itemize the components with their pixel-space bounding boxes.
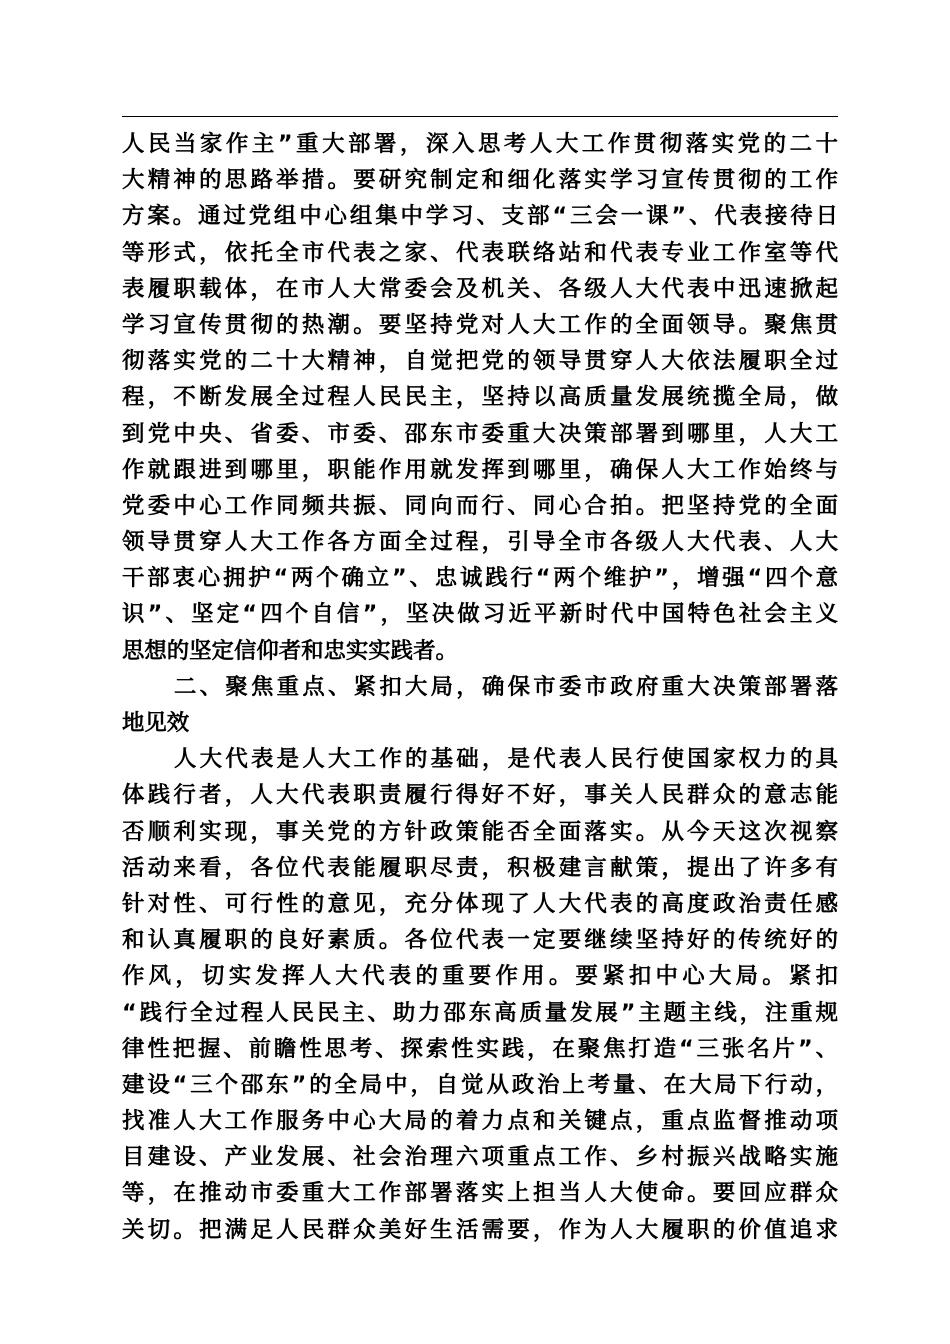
text-line: 作风，切实发挥人大代表的重要作用。要紧扣中心大局。紧扣 (122, 963, 838, 990)
section-heading-line: 二、聚焦重点、紧扣大局，确保市委市政府重大决策部署落 (174, 673, 838, 700)
text-line: 彻落实党的二十大精神，自觉把党的领导贯穿人大依法履职全过 (122, 348, 838, 375)
paragraph-end-line: 思想的坚定信仰者和忠实实践者。 (122, 637, 458, 664)
text-line: 等形式，依托全市代表之家、代表联络站和代表专业工作室等代 (122, 239, 838, 266)
text-line: 学习宣传贯彻的热潮。要坚持党对人大工作的全面领导。聚焦贯 (122, 311, 838, 338)
text-line: 干部衷心拥护“两个确立”、忠诚践行“两个维护”，增强“四个意 (122, 565, 838, 592)
text-line: 方案。通过党组中心组集中学习、支部“三会一课”、代表接待日 (122, 203, 838, 230)
text-line: “践行全过程人民民主、助力邵东高质量发展”主题主线，注重规 (122, 999, 838, 1026)
text-line: 领导贯穿人大工作各方面全过程，引导全市各级人大代表、人大 (122, 529, 838, 556)
text-line: 目建设、产业发展、社会治理六项重点工作、乡村振兴战略实施 (122, 1144, 838, 1171)
text-line: 关切。把满足人民群众美好生活需要，作为人大履职的价值追求 (122, 1216, 838, 1243)
text-line: 到党中央、省委、市委、邵东市委重大决策部署到哪里，人大工 (122, 420, 838, 447)
text-line: 和认真履职的良好素质。各位代表一定要继续坚持好的传统好的 (122, 927, 838, 954)
text-line: 活动来看，各位代表能履职尽责，积极建言献策，提出了许多有 (122, 854, 838, 881)
text-line: 作就跟进到哪里，职能作用就发挥到哪里，确保人大工作始终与 (122, 456, 838, 483)
text-line: 针对性、可行性的意见，充分体现了人大代表的高度政治责任感 (122, 890, 838, 917)
paragraph-start-line: 人大代表是人大工作的基础，是代表人民行使国家权力的具 (174, 746, 838, 773)
text-line: 识”、坚定“四个自信”，坚决做习近平新时代中国特色社会主义 (122, 601, 838, 628)
body-text (122, 126, 838, 1248)
text-line: 建设“三个邵东”的全局中，自觉从政治上考量、在大局下行动， (122, 1071, 838, 1098)
text-line: 否顺利实现，事关党的方针政策能否全面落实。从今天这次视察 (122, 818, 838, 845)
text-line: 党委中心工作同频共振、同向而行、同心合拍。把坚持党的全面 (122, 492, 838, 519)
text-line: 等，在推动市委重大工作部署落实上担当人大使命。要回应群众 (122, 1180, 838, 1207)
text-line: 体践行者，人大代表职责履行得好不好，事关人民群众的意志能 (122, 782, 838, 809)
section-heading-end-line: 地见效 (122, 710, 190, 736)
text-line: 人民当家作主”重大部署，深入思考人大工作贯彻落实党的二十 (122, 131, 838, 157)
text-line: 大精神的思路举措。要研究制定和细化落实学习宣传贯彻的工作 (122, 167, 838, 194)
text-line: 表履职载体，在市人大常委会及机关、各级人大代表中迅速掀起 (122, 275, 838, 302)
text-line: 找准人大工作服务中心大局的着力点和关键点，重点监督推动项 (122, 1108, 838, 1135)
text-line: 程，不断发展全过程人民民主，坚持以高质量发展统揽全局，做 (122, 384, 838, 411)
text-line: 律性把握、前瞻性思考、探索性实践，在聚焦打造“三张名片”、 (122, 1035, 838, 1062)
header-rule (122, 116, 838, 117)
